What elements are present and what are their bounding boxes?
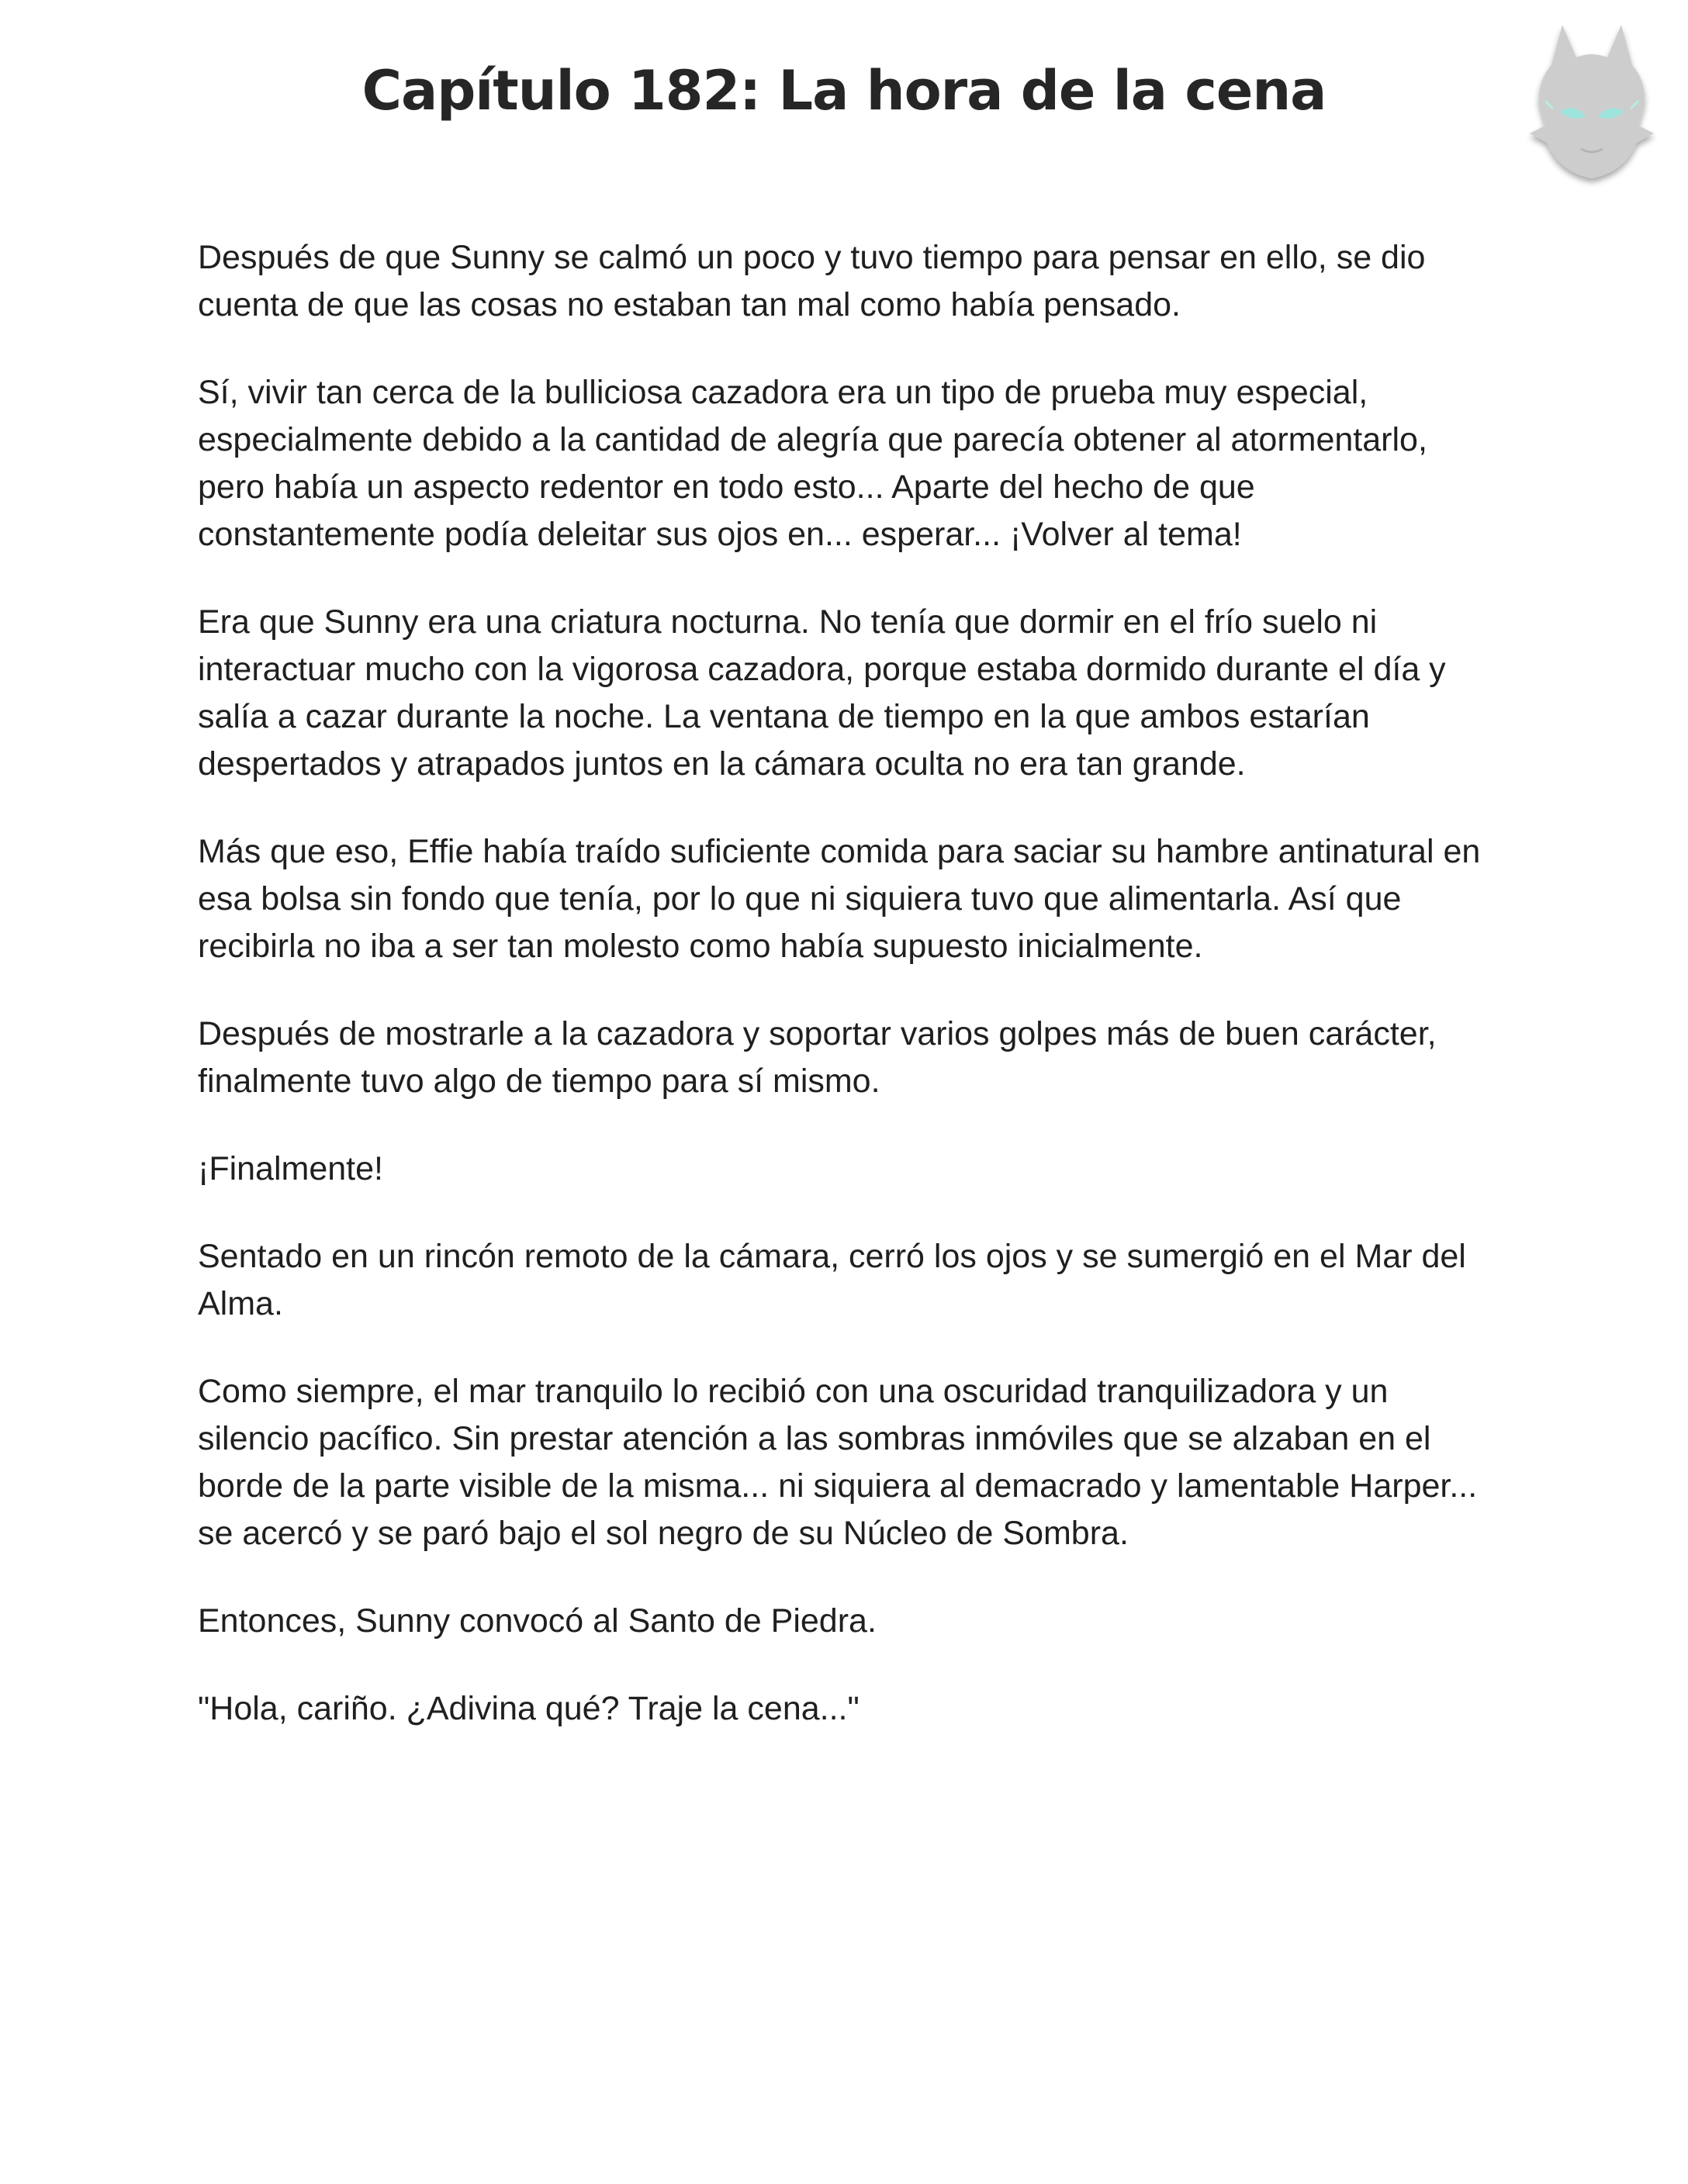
paragraph: "Hola, cariño. ¿Adivina qué? Traje la cena..." [198, 1690, 860, 1727]
paragraph: Sí, vivir tan cerca de la bulliciosa cazadora era un tipo de prueba muy especial, especialmente debido a la cantidad de alegría que parecía obtener al atormentarlo, pero había un aspecto redentor en todo esto... Aparte del hecho de que constantemente podía deleitar sus ojos en... esperar... ¡Volver al tema! [198, 374, 1427, 553]
paragraph: Entonces, Sunny convocó al Santo de Piedra. [198, 1602, 877, 1640]
paragraph: Más que eso, Effie había traído suficiente comida para saciar su hambre antinatural en esa bolsa sin fondo que tenía, por lo que ni siquiera tuvo que alimentarla. Así que recibirla no iba a ser tan molesto como había supuesto inicialmente. [198, 833, 1481, 965]
paragraph: ¡Finalmente! [198, 1150, 383, 1187]
paragraph: Después de mostrarle a la cazadora y soportar varios golpes más de buen carácter, finalmente tuvo algo de tiempo para sí mismo. [198, 1015, 1437, 1100]
demon-head-icon [1522, 17, 1662, 188]
paragraph: Era que Sunny era una criatura nocturna. No tenía que dormir en el frío suelo ni interactuar mucho con la vigorosa cazadora, porque estaba dormido durante el día y salía a cazar durante la noche. La ventana de tiempo en la que ambos estarían despertados y atrapados juntos en la cámara oculta no era tan grande. [198, 603, 1446, 783]
paragraph: Después de que Sunny se calmó un poco y tuvo tiempo para pensar en ello, se dio cuenta de que las cosas no estaban tan mal como había pensado. [198, 239, 1426, 323]
chapter-body [198, 234, 1501, 1773]
chapter-title: Capítulo 182: La hora de la cena [361, 59, 1327, 123]
paragraph: Sentado en un rincón remoto de la cámara, cerró los ojos y se sumergió en el Mar del Alma. [198, 1238, 1466, 1322]
paragraph: Como siempre, el mar tranquilo lo recibió con una oscuridad tranquilizadora y un silencio pacífico. Sin prestar atención a las sombras inmóviles que se alzaban en el borde de la parte visible de la misma... ni siquiera al demacrado y lamentable Harper... se acercó y se paró bajo el sol negro de su Núcleo de Sombra. [198, 1373, 1478, 1552]
